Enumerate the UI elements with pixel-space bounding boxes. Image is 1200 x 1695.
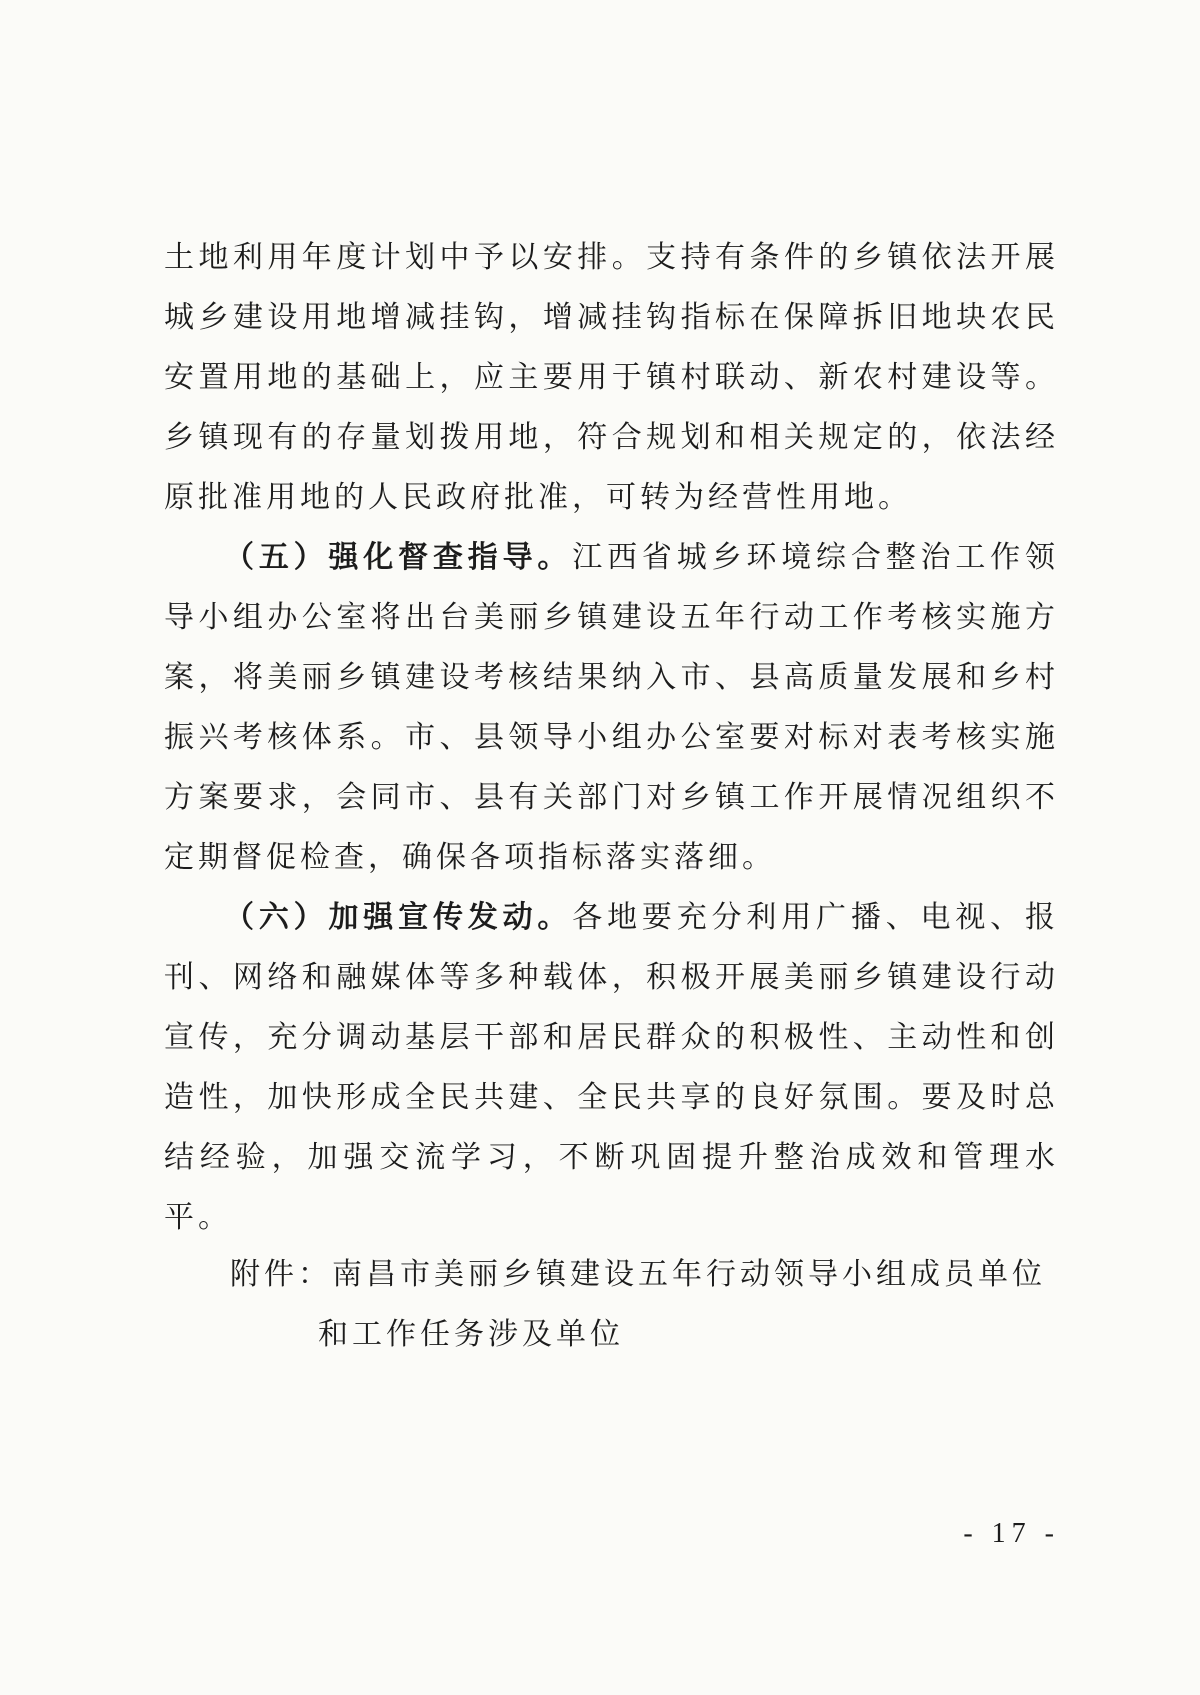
attachment-label: 附件： (230, 1257, 332, 1292)
attachment-note (230, 1245, 1060, 1365)
body-text (164, 228, 1059, 1248)
section-heading-supervision: （五）强化督查指导。 (224, 540, 573, 575)
paragraph-land-use (164, 228, 1059, 528)
paragraph-text: 江西省城乡环境综合整治工作领导小组办公室将出台美丽乡镇建设五年行动工作考核实施方案，将美丽乡镇建设考核结果纳入市、县高质量发展和乡村振兴考核体系。市、县领导小组办公室要对标对表考核实施方案要求，会同市、县有关部门对乡镇工作开展情况组织不定期督促检查，确保各项指标落实落细。 (164, 540, 1060, 875)
page-number: - 17 - (963, 1518, 1060, 1549)
paragraph-supervision (164, 528, 1059, 888)
attachment-text: 南昌市美丽乡镇建设五年行动领导小组成员单位和工作任务涉及单位 (318, 1257, 1046, 1352)
paragraph-text: 土地利用年度计划中予以安排。支持有条件的乡镇依法开展城乡建设用地增减挂钩，增减挂钩指标在保障拆旧地块农民安置用地的基础上，应主要用于镇村联动、新农村建设等。乡镇现有的存量划拨用地，符合规划和相关规定的，依法经原批准用地的人民政府批准，可转为经营性用地。 (164, 240, 1059, 515)
paragraph-text: 各地要充分利用广播、电视、报刊、网络和融媒体等多种载体，积极开展美丽乡镇建设行动宣传，充分调动基层干部和居民群众的积极性、主动性和创造性，加快形成全民共建、全民共享的良好氛围。要及时总结经验，加强交流学习，不断巩固提升整治成效和管理水平。 (164, 900, 1060, 1235)
paragraph-publicity (164, 888, 1059, 1248)
section-heading-publicity: （六）加强宣传发动。 (224, 900, 573, 935)
